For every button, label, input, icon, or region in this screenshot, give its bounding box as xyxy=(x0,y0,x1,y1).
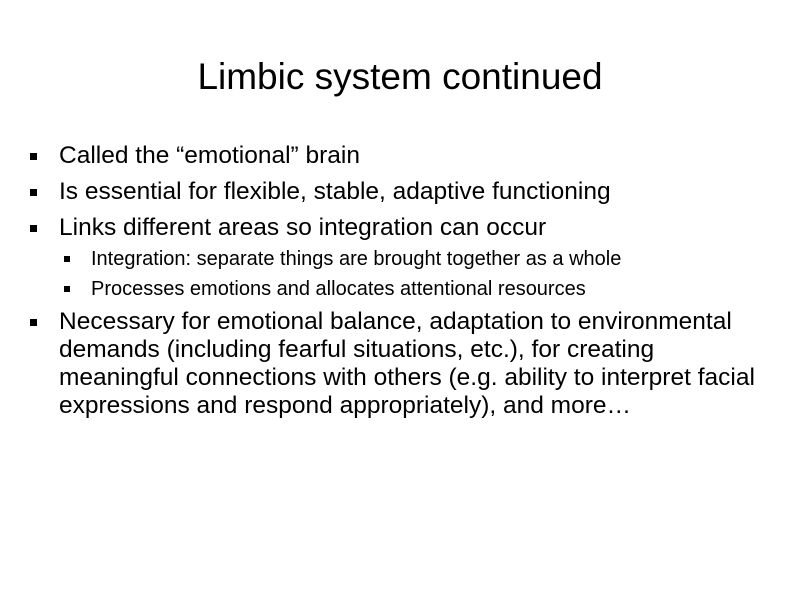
sub-bullet-item xyxy=(64,248,770,270)
bullet-list xyxy=(30,142,770,428)
bullet-text: Is essential for flexible, stable, adaptive functioning xyxy=(59,178,611,205)
square-bullet-icon xyxy=(30,189,37,196)
bullet-item xyxy=(30,214,770,300)
bullet-text: Links different areas so integration can occur xyxy=(59,214,547,241)
square-bullet-icon xyxy=(64,286,70,292)
square-bullet-icon xyxy=(30,225,37,232)
sub-bullet-text: Integration: separate things are brought together as a whole xyxy=(91,248,622,270)
bullet-text: Called the “emotional” brain xyxy=(59,142,360,169)
square-bullet-icon xyxy=(30,153,37,160)
sub-bullet-item xyxy=(64,278,770,300)
square-bullet-icon xyxy=(64,256,70,262)
bullet-text: Necessary for emotional balance, adaptation to environmental demands (including fearful situations, etc.), for creating meaningful connections with others (e.g. ability to interpret facial expressions and respond appropriately), and more… xyxy=(59,308,755,419)
sub-bullet-list xyxy=(30,248,770,300)
square-bullet-icon xyxy=(30,319,37,326)
bullet-item xyxy=(30,142,770,170)
bullet-item xyxy=(30,308,770,420)
sub-bullet-text: Processes emotions and allocates attentional resources xyxy=(91,278,586,300)
slide-title: Limbic system continued xyxy=(197,56,603,97)
bullet-item xyxy=(30,178,770,206)
